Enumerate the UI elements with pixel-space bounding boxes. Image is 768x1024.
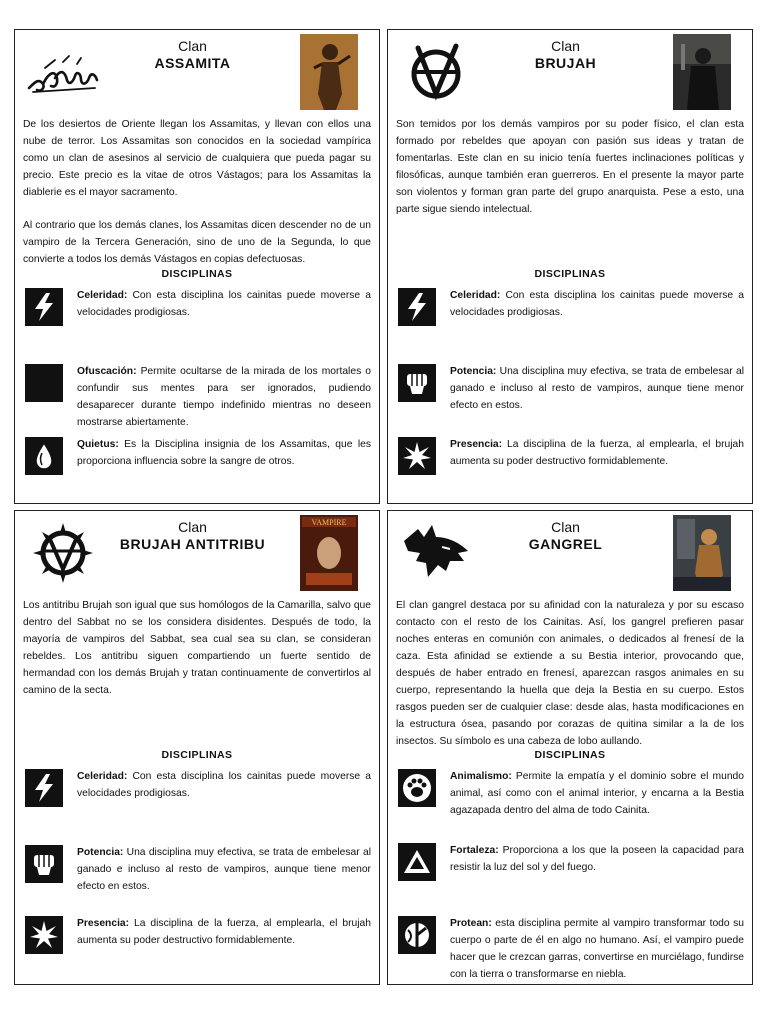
starburst-icon [398,437,436,475]
fist-icon [25,845,63,883]
discipline-text [77,287,371,321]
clan-description [396,597,744,766]
discipline-description: esta disciplina permite al vampiro transformar todo su cuerpo o parte de él en algo no humano. Así, el vampiro puede hacer que le crezcan garras, convertirse en murciélago, fundirse con la tierra o transformarse en niebla. [450,918,744,980]
discipline-text [450,768,744,819]
discipline-name: Fortaleza: [450,845,499,856]
lightning-bolt-icon [25,769,63,807]
discipline-text [77,915,371,949]
assamite-calligraphy-icon [25,48,101,100]
vampire-book-cover-portrait [300,515,358,591]
lightning-bolt-icon [398,288,436,326]
clan-description [396,116,744,234]
discipline-description: Una disciplina muy efectiva, se trata de embelesar al ganado e incluso al resto de vampiros, aunque tiene menor efecto en estos. [77,847,371,892]
discipline-text [77,363,371,431]
clan-title [110,38,275,72]
discipline-text [77,436,371,470]
discipline-name: Celeridad: [450,290,501,301]
discipline-text [77,768,371,802]
discipline-description: La disciplina de la fuerza, al emplearla, el brujah aumenta su poder destructivo formidablemente. [450,439,744,467]
clan-card-brujah-antitribu [14,510,380,985]
discipline-name: Animalismo: [450,771,512,782]
description-paragraph: De los desiertos de Oriente llegan los Assamitas, y llevan con ellos una nube de terror. Los Assamitas son conocidos en la sociedad vampírica como un clan de asesinos al servicio de cualquiera que pueda pagar su precio. Este precio es la vitae de otros Vástagos; para los Assamitas la diablerie es el mayor sacramento. [23,119,371,198]
discipline-text [450,915,744,983]
disciplines-heading: DISCIPLINAS [161,749,233,761]
clan-label: Clan [178,38,207,54]
clan-description [23,597,371,715]
discipline-text [450,363,744,414]
discipline-description: Con esta disciplina los cainitas puede moverse a velocidades prodigiosas. [450,290,744,318]
discipline-text [77,844,371,895]
fist-icon [398,364,436,402]
lightning-bolt-icon [25,288,63,326]
discipline-name: Potencia: [450,366,497,377]
blood-drop-icon [25,437,63,475]
brujah-anarchy-icon [398,42,474,102]
mountain-shield-icon [398,843,436,881]
discipline-name: Celeridad: [77,771,128,782]
clan-label: Clan [551,38,580,54]
disciplines-heading: DISCIPLINAS [534,268,606,280]
gangrel-feral-portrait [673,515,731,591]
discipline-description: Una disciplina muy efectiva, se trata de embelesar al ganado e incluso al resto de vampiros, aunque tiene menor efecto en estos. [450,366,744,411]
discipline-description: Proporciona a los que la poseen la capacidad para resistir la luz del sol y del fuego. [450,845,744,873]
disciplines-heading: DISCIPLINAS [161,268,233,280]
discipline-name: Presencia: [450,439,503,450]
clan-card-assamita [14,29,380,504]
assamite-warrior-portrait [300,34,358,110]
clan-card-brujah [387,29,753,504]
description-paragraph: Son temidos por los demás vampiros por su poder físico, el clan esta formado por rebeldes que apoyan con pasión sus ideas y tratan de fomentarlas. Este clan en su inicio tenía fuertes inclinaciones políticas y filosóficas, aunque también eran guerreros. En el presente la mayor parte son violentos y forman gran parte del grupo anarquista. Pese a esto, una parte sigue siendo intelectual. [396,119,744,215]
discipline-name: Presencia: [77,918,130,929]
discipline-description: La disciplina de la fuerza, al emplearla, el brujah aumenta su poder destructivo formidablemente. [77,918,371,946]
clan-label: Clan [551,519,580,535]
description-paragraph: Los antitribu Brujah son igual que sus homólogos de la Camarilla, salvo que dentro del Sabbat no se los considera disidentes. Después de todo, la mayoría de vampiros del Sabbat, sea cual sea su clan, se consideran rebeldes. Los antitribu siguen compartiendo un fuerte sentido de hermandad con los demás Brujah y tratan continuamente de convertirlos al camino de la secta. [23,600,371,696]
clan-title [483,38,648,72]
brujah-rebel-portrait [673,34,731,110]
discipline-description: Con esta disciplina los cainitas puede moverse a velocidades prodigiosas. [77,290,371,318]
discipline-name: Ofuscación: [77,366,137,377]
clan-title [110,519,275,553]
gangrel-wolf-head-icon [398,521,474,581]
svg-text:VAMPIRE: VAMPIRE [311,518,347,527]
discipline-name: Quietus: [77,439,119,450]
clan-title [483,519,648,553]
discipline-text [450,287,744,321]
discipline-description: Con esta disciplina los cainitas puede moverse a velocidades prodigiosas. [77,771,371,799]
clan-name: BRUJAH ANTITRIBU [119,536,266,552]
clan-description [23,116,371,284]
starburst-icon [25,916,63,954]
discipline-name: Celeridad: [77,290,128,301]
paw-print-icon [398,769,436,807]
obfuscate-icon [25,364,63,402]
clan-name: GANGREL [528,536,603,552]
discipline-description: Permite ocultarse de la mirada de los mortales o confundir sus mentes para ser ignorados, pudiendo desaparecer durante tiempo indefinido mientras no deseen mostrarse abiertamente. [77,366,371,428]
description-paragraph: Al contrario que los demás clanes, los Assamitas dicen descender no de un vampiro de la Tercera Generación, sino de uno de la Segunda, lo que convierte a todos los demás Vástagos en copias defectuosas. [23,220,371,265]
discipline-description: Es la Disciplina insignia de los Assamitas, que les proporciona influencia sobre la sangre de otros. [77,439,371,467]
discipline-text [450,436,744,470]
clan-name: BRUJAH [534,55,597,71]
clan-name: ASSAMITA [154,55,231,71]
brujah-antitribu-spiked-icon [25,519,101,583]
discipline-name: Potencia: [77,847,124,858]
discipline-description: Permite la empatía y el dominio sobre el mundo animal, así como con el animal interior, y encarna a la Bestia agazapada dentro del alma de todo Cainita. [450,771,744,816]
discipline-text [450,842,744,876]
description-paragraph: El clan gangrel destaca por su afinidad con la naturaleza y por su escaso contacto con el resto de los Cainitas. Así, los gangrel prefieren pasar noches enteras en comunión con animales, o dedicados al frenesí de la caza. Esta afinidad se extiende a su Bestia interior, provocando que, después de haber entrado en frenesí, aparezcan rasgos animales en su cuerpo, representando la huella que deja la Bestia en su cuerpo. Estos rasgos pueden ser de cualquier clase: desde alas, hasta modificaciones en la estructura ósea, pasando por corazas de quitina similar a la de los insectos. Su símbolo es una cabeza de lobo aullando. [396,600,744,747]
protean-icon [398,916,436,954]
clan-label: Clan [178,519,207,535]
disciplines-heading: DISCIPLINAS [534,749,606,761]
clan-card-gangrel [387,510,753,985]
discipline-name: Protean: [450,918,492,929]
